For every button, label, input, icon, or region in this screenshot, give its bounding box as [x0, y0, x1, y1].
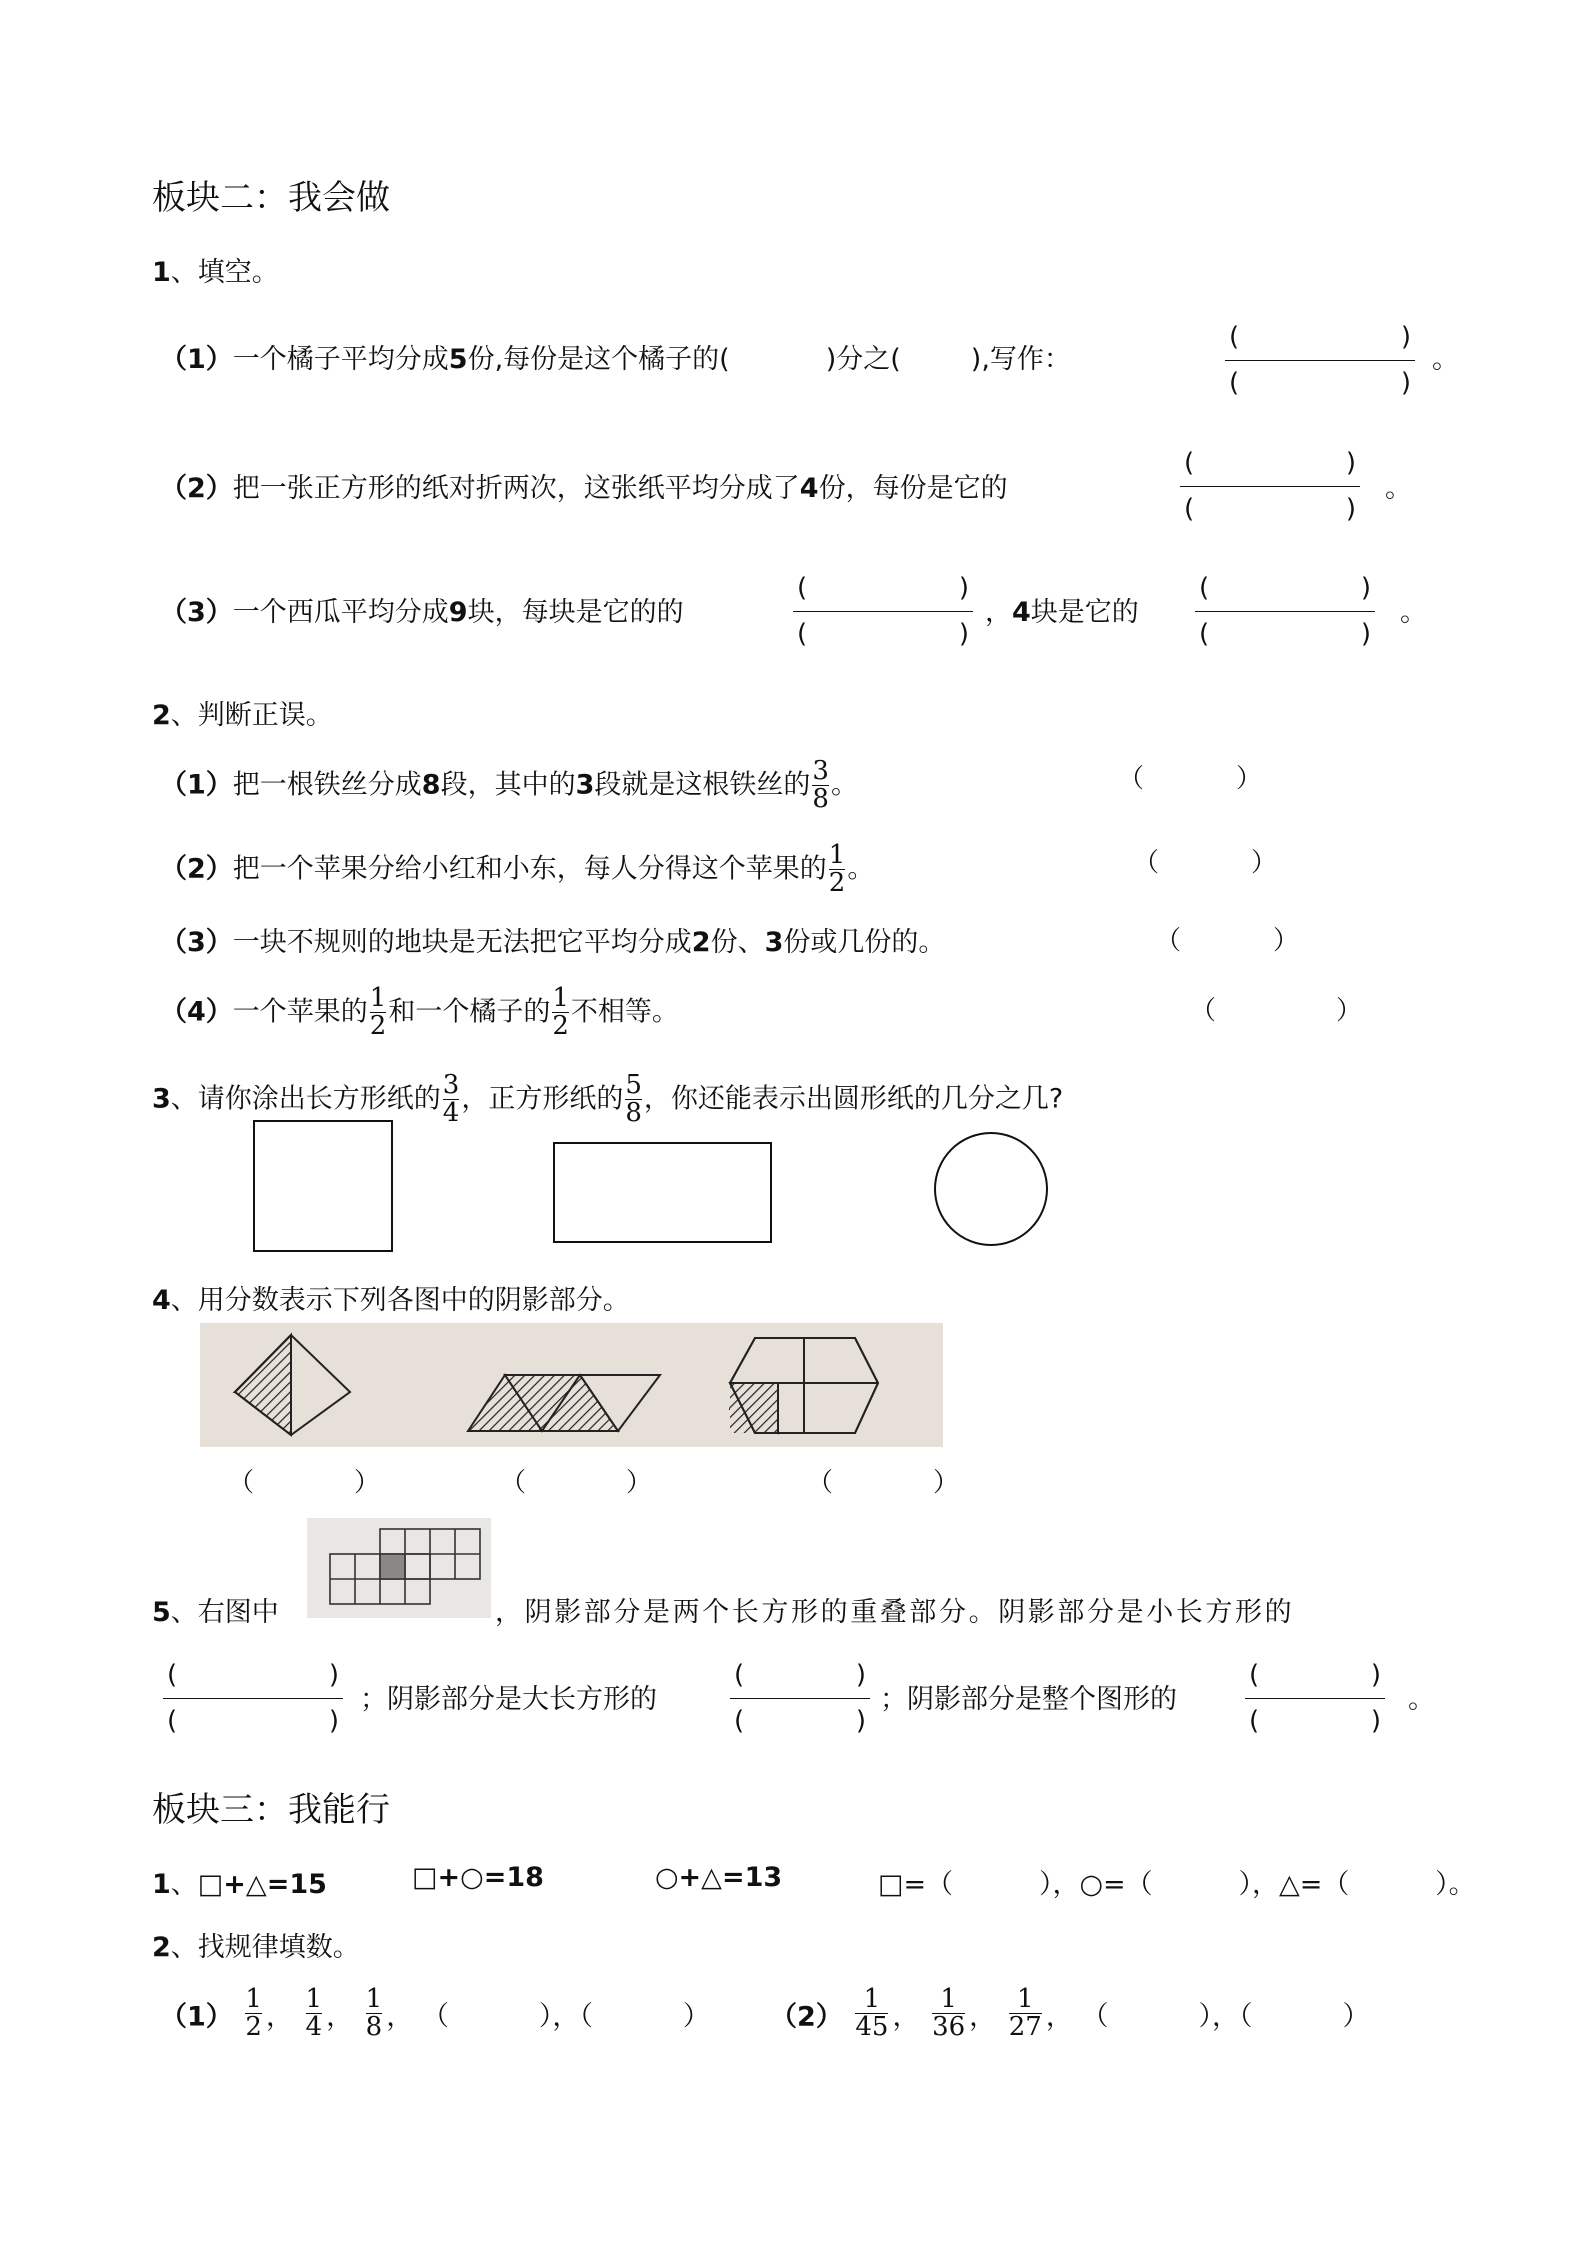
fraction	[625, 1072, 642, 1128]
paren-close: ）	[1273, 926, 1300, 956]
fraction-denominator: 2	[245, 2012, 262, 2043]
q1-number: 1	[152, 257, 171, 288]
paren-close: ）	[1236, 764, 1263, 794]
sequence-2	[770, 1986, 1369, 2042]
paren-open: (	[1249, 1660, 1260, 1690]
item-text: 块是它的	[1030, 597, 1139, 628]
s3-q1	[152, 1862, 327, 1901]
paren-open: （	[1155, 926, 1182, 956]
fraction-numerator: 1	[828, 840, 846, 870]
item-number: （1）	[160, 344, 233, 375]
item-text: 一个橘子平均分成	[232, 344, 449, 375]
item-text: 份,每份是这个橘子的(	[467, 344, 730, 375]
paren-open: (	[167, 1660, 178, 1690]
q4-answer-blank-1[interactable]	[228, 1462, 380, 1499]
item-end: 。	[830, 769, 858, 801]
q4-answer-blank-3[interactable]	[807, 1462, 959, 1499]
q1-item3	[160, 590, 684, 629]
fraction	[812, 758, 829, 814]
item-text: 把一张正方形的纸对折两次，这张纸平均分成了	[232, 473, 800, 504]
paren-close: ）	[682, 2001, 710, 2033]
answer-fraction-blank[interactable]	[730, 1660, 870, 1736]
item-text: 段就是这根铁丝的	[594, 769, 811, 801]
fraction	[443, 1072, 460, 1128]
fraction-numerator: 1	[863, 1984, 881, 2014]
fraction	[932, 1986, 965, 2042]
fraction-numerator: 1	[552, 983, 569, 1013]
fraction-bar	[730, 1698, 870, 1699]
paren-open: （	[1133, 848, 1160, 878]
paren-open: (	[734, 1706, 745, 1736]
paren-close: )	[1400, 368, 1411, 398]
q5-text: ，阴影部分是两个长方形的重叠部分。阴影部分是小长方形的	[495, 1597, 1295, 1628]
paren-open: （	[1081, 2001, 1109, 2033]
item-end: 。	[1432, 344, 1459, 375]
item-end: 。	[1400, 597, 1427, 628]
paren-close: ）	[538, 2001, 553, 2033]
q5-number: 5	[152, 1597, 171, 1628]
fraction-numerator: 1	[365, 1984, 383, 2014]
paren-close: ）	[1336, 996, 1363, 1026]
q5-line1-start	[152, 1590, 279, 1629]
fraction-bar	[1245, 1698, 1385, 1699]
comma: ，	[969, 2001, 997, 2033]
fraction	[245, 1986, 262, 2042]
paren-open: (	[167, 1706, 178, 1736]
fraction-bar	[163, 1698, 343, 1699]
paren-open: （	[228, 1468, 255, 1498]
paren-open: （	[500, 1468, 527, 1498]
item-text: 一个苹果的	[232, 996, 368, 1028]
equation: ○+△=13	[655, 1862, 783, 1893]
q1-item1	[160, 337, 1071, 376]
q1-item2	[160, 466, 1008, 505]
fraction-bar	[1225, 360, 1415, 361]
paren-close: )	[958, 573, 969, 603]
paren-close: )	[1360, 573, 1371, 603]
fraction-numerator: 1	[940, 1984, 957, 2014]
q1-title-text: 、填空。	[170, 257, 279, 288]
paren-open: (	[1229, 322, 1240, 352]
q1-item3-part2	[985, 590, 1139, 629]
answer-blank[interactable]	[579, 2001, 710, 2032]
answer-fraction-blank[interactable]	[1180, 448, 1360, 524]
circle-paper-shape[interactable]	[934, 1132, 1048, 1246]
item-text: 份，每份是它的	[818, 473, 1008, 504]
paren-close: )	[328, 1660, 339, 1690]
fraction-denominator: 36	[932, 2012, 966, 2043]
fraction-bar	[1180, 486, 1360, 487]
paren-close: )	[855, 1660, 866, 1690]
paren-open: (	[734, 1660, 745, 1690]
answer-blank[interactable]	[1239, 2001, 1370, 2032]
item-end: 。	[847, 853, 875, 885]
comma: ，	[552, 2001, 580, 2033]
paren-open: (	[797, 573, 808, 603]
fraction-numerator: 1	[305, 1984, 323, 2014]
equation: □+○=18	[412, 1862, 544, 1893]
rectangle-paper-shape[interactable]	[553, 1142, 772, 1243]
fraction-denominator: 8	[812, 784, 829, 815]
overlapping-rectangles-figure	[307, 1518, 491, 1618]
comma: ，	[265, 2001, 293, 2033]
q4-answer-blank-2[interactable]	[500, 1462, 652, 1499]
fraction-numerator: 1	[369, 983, 387, 1013]
q4-title-text: 、用分数表示下列各图中的阴影部分。	[170, 1285, 630, 1316]
item-number-value: 2	[691, 927, 711, 958]
paren-close: )	[1345, 494, 1356, 524]
fraction	[366, 1986, 383, 2042]
item-number: （3）	[160, 927, 233, 958]
answer-blank[interactable]	[1081, 2001, 1212, 2032]
fraction-denominator: 4	[442, 1098, 460, 1129]
q3-number: 3	[152, 1083, 171, 1115]
item-number-value: 4	[1012, 597, 1031, 628]
comma: ，	[1211, 2001, 1239, 2033]
item-text: 和一个橘子的	[388, 996, 551, 1028]
item-number-value: 4	[799, 473, 819, 504]
section3-heading: 板块三：我能行	[152, 1790, 390, 1830]
q2-number: 2	[152, 700, 171, 731]
shaded-shapes-figure	[200, 1323, 943, 1447]
paren-close: )	[328, 1706, 339, 1736]
paren-open: （	[1118, 764, 1145, 794]
fraction-numerator: 1	[245, 1984, 262, 2014]
fraction	[1009, 1986, 1042, 2042]
sequence-1	[160, 1986, 710, 2042]
paren-open: （	[421, 2001, 449, 2033]
section2-heading: 板块二：我会做	[152, 178, 390, 218]
paren-close: )	[855, 1706, 866, 1736]
item-number-value: 5	[448, 344, 468, 375]
answer-fraction-blank[interactable]	[163, 1660, 343, 1736]
item-number: （2）	[160, 853, 233, 885]
item-text: 段，其中的	[440, 769, 576, 801]
overlap-shaded-cell	[381, 1555, 404, 1578]
fraction-denominator: 27	[1008, 2012, 1042, 2043]
judge-answer-blank[interactable]	[1118, 758, 1262, 795]
fraction-numerator: 3	[442, 1070, 460, 1100]
s3-q2-title	[152, 1925, 360, 1964]
paren-close: ）	[354, 1468, 381, 1498]
answer-blanks[interactable]: □=（ ），○=（ ），△=（ ）。	[878, 1869, 1476, 1900]
paren-open: (	[797, 619, 808, 649]
q4-number: 4	[152, 1285, 171, 1316]
fraction-denominator: 8	[365, 2012, 383, 2043]
answer-blank[interactable]	[422, 2001, 553, 2032]
item-number-value: 9	[448, 597, 468, 628]
q4-title	[152, 1278, 630, 1317]
paren-open: (	[1229, 368, 1240, 398]
judge-answer-blank[interactable]	[1155, 920, 1299, 957]
q2-title-text: 、判断正误。	[170, 700, 333, 731]
paren-close: )	[1360, 619, 1371, 649]
s3-q2-title-text: 、找规律填数。	[170, 1932, 360, 1963]
fraction	[552, 985, 569, 1041]
item-number: （1）	[160, 769, 233, 801]
comma: ，	[326, 2001, 354, 2033]
fraction-denominator: 2	[828, 868, 846, 899]
item-end: 。	[1408, 1684, 1435, 1715]
q3-text: ，你还能表示出圆形纸的几分之几?	[643, 1083, 1064, 1115]
paren-close: )	[958, 619, 969, 649]
paren-close: )	[1345, 448, 1356, 478]
fraction	[855, 1986, 888, 2042]
q2-item2	[160, 842, 874, 898]
paren-open: （	[1190, 996, 1217, 1026]
paren-open: （	[807, 1468, 834, 1498]
fraction	[370, 985, 387, 1041]
item-text: 把一根铁丝分成	[232, 769, 422, 801]
paren-open: (	[1199, 619, 1210, 649]
q2-item1	[160, 758, 858, 814]
q2-item3	[160, 920, 945, 959]
paren-open: (	[1184, 494, 1195, 524]
paren-open: （	[1238, 2001, 1253, 2033]
paren-close: ）	[626, 1468, 653, 1498]
item-text: )分之(	[825, 344, 901, 375]
q2-item4	[160, 985, 679, 1041]
q5-text: ；阴影部分是大长方形的	[360, 1684, 657, 1715]
item-text: ),写作：	[970, 344, 1071, 375]
item-text: 块，每块是它的的	[467, 597, 684, 628]
fraction-denominator: 45	[855, 2012, 889, 2043]
paren-open: (	[1199, 573, 1210, 603]
fraction-bar	[793, 611, 973, 612]
fraction-numerator: 3	[812, 756, 829, 786]
item-text: 份、	[710, 927, 765, 958]
judge-answer-blank[interactable]	[1190, 990, 1362, 1027]
fraction-bar	[1195, 611, 1375, 612]
answer-fraction-blank[interactable]	[1225, 322, 1415, 398]
fraction-numerator: 5	[625, 1070, 642, 1100]
item-number-value: 3	[764, 927, 784, 958]
item-text: 一块不规则的地块是无法把它平均分成	[232, 927, 692, 958]
fraction-numerator: 1	[1017, 1984, 1034, 2014]
item-text: 份或几份的。	[783, 927, 946, 958]
paren-open: (	[1184, 448, 1195, 478]
item-number-value: 8	[421, 769, 441, 801]
square-paper-shape[interactable]	[253, 1120, 393, 1252]
answer-fraction-blank[interactable]	[1245, 1660, 1385, 1736]
q5-text: 、右图中	[170, 1597, 279, 1628]
fraction-denominator: 2	[369, 1011, 387, 1042]
item-number-value: 3	[575, 769, 595, 801]
item-number: （4）	[160, 996, 233, 1028]
fraction-denominator: 2	[552, 1011, 569, 1042]
paren-close: ）	[933, 1468, 960, 1498]
s3-q2-number: 2	[152, 1932, 171, 1963]
item-number: （3）	[160, 597, 233, 628]
item-end: 。	[1385, 473, 1412, 504]
q1-title	[152, 250, 279, 289]
equation: □+△=15	[197, 1869, 327, 1900]
item-text: 把一个苹果分给小红和小东，每人分得这个苹果的	[232, 853, 827, 885]
item-text: 、	[170, 1869, 198, 1900]
q2-title	[152, 693, 333, 732]
paren-close: ）	[1198, 2001, 1212, 2033]
paren-close: ）	[1342, 2001, 1370, 2033]
fraction	[306, 1986, 323, 2042]
paren-close: )	[1400, 322, 1411, 352]
comma: ，	[892, 2001, 920, 2033]
item-text: 不相等。	[570, 996, 679, 1028]
judge-answer-blank[interactable]	[1133, 842, 1277, 879]
paren-close: )	[1370, 1706, 1381, 1736]
q3-text: 、请你涂出长方形纸的	[170, 1083, 441, 1115]
q3-text: ，正方形纸的	[461, 1083, 624, 1115]
item-number: （2）	[770, 2001, 843, 2033]
item-number: （2）	[160, 473, 233, 504]
paren-open: (	[1249, 1706, 1260, 1736]
comma: ，	[1045, 2001, 1073, 2033]
paren-close: ）	[1251, 848, 1278, 878]
paren-close: )	[1370, 1660, 1381, 1690]
fraction-denominator: 8	[625, 1098, 642, 1129]
paren-open: （	[579, 2001, 593, 2033]
s3-q1-number: 1	[152, 1869, 171, 1900]
answer-fraction-blank[interactable]	[1195, 573, 1375, 649]
item-text: ，	[985, 597, 1012, 628]
item-number: （1）	[160, 2001, 233, 2033]
fraction	[829, 842, 846, 898]
answer-fraction-blank[interactable]	[793, 573, 973, 649]
fraction-denominator: 4	[305, 2012, 323, 2043]
item-text: 一个西瓜平均分成	[232, 597, 449, 628]
comma: ，	[386, 2001, 414, 2033]
q5-text: ；阴影部分是整个图形的	[880, 1684, 1177, 1715]
